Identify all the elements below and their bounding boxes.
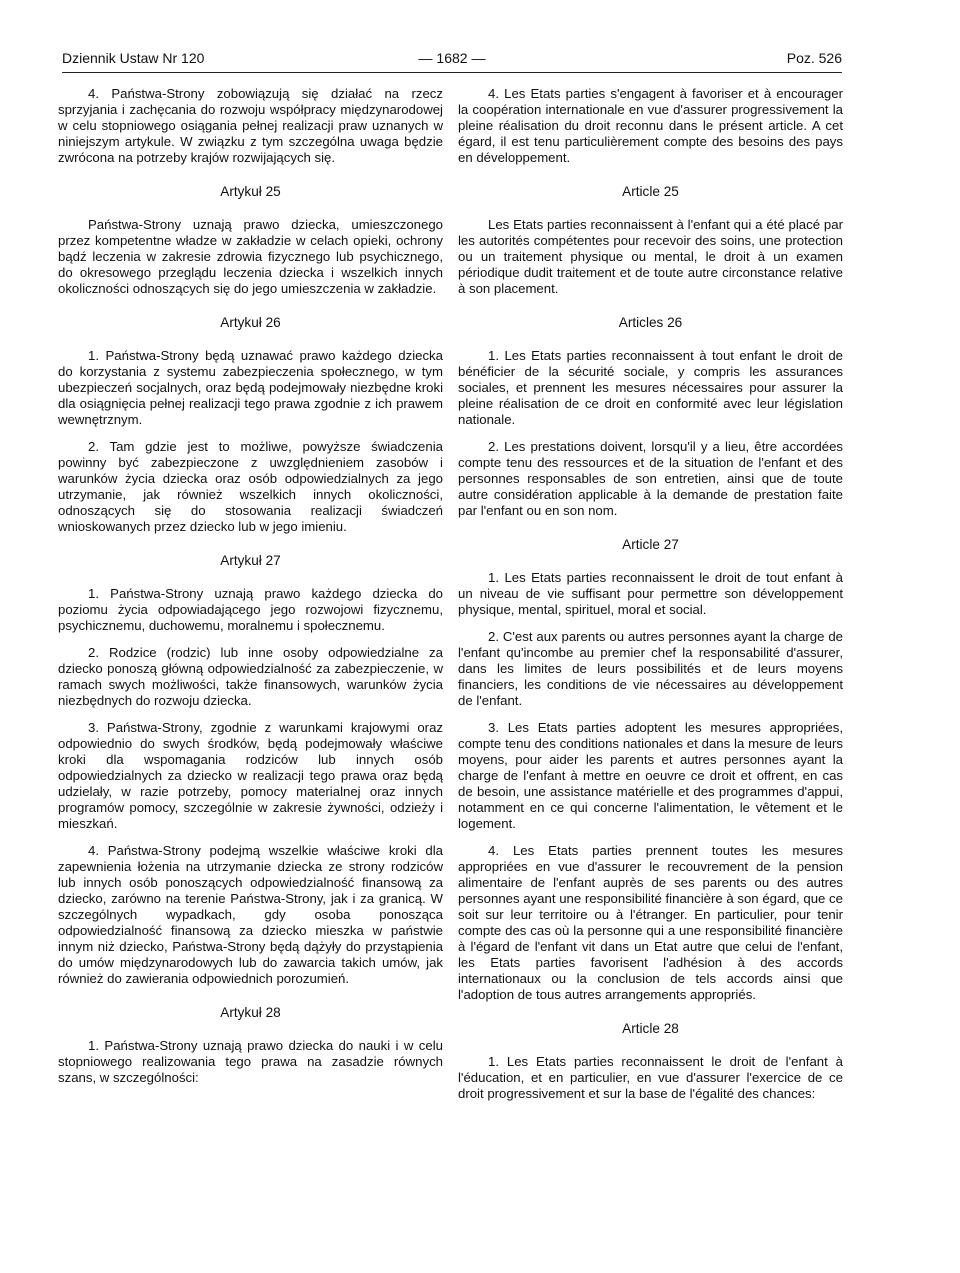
article-heading: Article 25 — [622, 184, 679, 199]
header-rule — [62, 72, 842, 73]
paragraph: 3. Państwa-Strony, zgodnie z warunkami krajowymi oraz odpowiednio do swych środków, będą podejmowały właściwe kroki dla wspomagania rodziców lub innych osób odpowiedzialnych za dziecko w realizacji tego prawa oraz będą udzielały, w razie potrzeby, pomocy materialnej oraz innych programów pomocy, szczególnie w zakresie żywności, odzieży i mieszkań. — [58, 720, 443, 831]
journal-title: Dziennik Ustaw Nr 120 — [62, 50, 205, 66]
paragraph: 1. Państwa-Strony będą uznawać prawo każdego dziecka do korzystania z systemu zabezpieczenia społecznego, w tym ubezpieczeń socjalnych, oraz będą podejmowały niezbędne kroki dla osiągnięcia pełnej realizacji tego prawa zgodnie z ich prawem wewnętrznym. — [58, 348, 443, 427]
paragraph: 1. Państwa-Strony uznają prawo dziecka do nauki i w celu stopniowego realizowania tego prawa na zasadzie równych szans, w szczególności: — [58, 1038, 443, 1085]
position-number: Poz. 526 — [786, 50, 842, 66]
article-heading: Artykuł 25 — [220, 184, 281, 199]
paragraph: 2. Rodzice (rodzic) lub inne osoby odpowiedzialne za dziecko ponoszą główną odpowiedzialność za zabezpieczenie, w ramach swych możliwości, także finansowych, warunków życia niezbędnych do rozwoju dziecka. — [58, 645, 443, 708]
article-heading: Artykuł 26 — [220, 315, 281, 330]
polish-column — [58, 86, 443, 1097]
paragraph: 4. Państwa-Strony podejmą wszelkie właściwe kroki dla zapewnienia łożenia na utrzymanie dziecka ze strony rodziców lub innych osób ponoszących odpowiedzialność finansową za dziecko, zarówno na terenie Państwa-Strony, jak i za granicą. W szczególnych wypadkach, gdy osoba ponosząca odpowiedzialność finansową za dziecko mieszka w państwie innym niż dziecko, Państwa-Strony będą dążyły do przystąpienia do umów międzynarodowych lub do zawarcia takich umów, jak również do zawierania odpowiednich porozumień. — [58, 843, 443, 986]
article-heading: Article 27 — [622, 537, 679, 552]
paragraph: Państwa-Strony uznają prawo dziecka, umieszczonego przez kompetentne władze w zakładzie w celach opieki, ochrony bądź leczenia w zakresie zdrowia fizycznego lub psychicznego, do okresowego przeglądu leczenia dziecka i wszelkich innych okoliczności odnoszących się do jego umieszczenia w zakładzie. — [58, 217, 443, 296]
article-heading: Artykuł 28 — [220, 1005, 281, 1020]
paragraph: 2. Tam gdzie jest to możliwe, powyższe świadczenia powinny być zabezpieczone z uwzględnieniem zasobów i warunków życia dziecka oraz osób odpowiedzialnych za jego utrzymanie, jak również wszelkich innych okoliczności, odnoszących się do stosowania realizacji świadczeń wnioskowanych przez dziecko lub w jego imieniu. — [58, 439, 443, 534]
article-heading: Articles 26 — [618, 315, 683, 330]
paragraph: Les Etats parties reconnaissent à l'enfant qui a été placé par les autorités compétentes pour recevoir des soins, une protection ou un traitement physique ou mental, le droit à un examen périodique dudit traitement et de toute autre circonstance relative à son placement. — [458, 217, 843, 296]
page-number: — 1682 — — [418, 50, 486, 66]
paragraph: 1. Les Etats parties reconnaissent à tout enfant le droit de bénéficier de la sécurité sociale, y compris les assurances sociales, et prennent les mesures nécessaires pour assurer la pleine réalisation de ce droit en conformité avec leur législation nationale. — [458, 348, 843, 427]
french-column — [458, 86, 843, 1113]
paragraph: 4. Les Etats parties s'engagent à favoriser et à encourager la coopération internationale en vue d'assurer progressivement la pleine réalisation du droit reconnu dans le présent article. A cet égard, il est tenu particulièrement compte des besoins des pays en développement. — [458, 86, 843, 165]
paragraph: 3. Les Etats parties adoptent les mesures appropriées, compte tenu des conditions nationales et dans la mesure de leurs moyens, pour aider les parents et autres personnes ayant la charge de l'enfant à mettre en oeuvre ce droit et offrent, en cas de besoin, une assistance matérielle et des programmes d'appui, notamment en ce qui concerne l'alimentation, le vêtement et le logement. — [458, 720, 843, 831]
paragraph: 1. Les Etats parties reconnaissent le droit de l'enfant à l'éducation, et en particulier, en vue d'assurer l'exercice de ce droit progressivement et sur la base de l'égalité des chances: — [458, 1054, 843, 1101]
article-heading: Artykuł 27 — [220, 553, 281, 568]
article-heading: Article 28 — [622, 1021, 679, 1036]
paragraph: 1. Les Etats parties reconnaissent le droit de tout enfant à un niveau de vie suffisant pour permettre son développement physique, mental, spirituel, moral et social. — [458, 570, 843, 617]
paragraph: 1. Państwa-Strony uznają prawo każdego dziecka do poziomu życia odpowiadającego jego rozwojowi fizycznemu, psychicznemu, duchowemu, moralnemu i społecznemu. — [58, 586, 443, 633]
page-header — [62, 50, 842, 70]
paragraph: 2. Les prestations doivent, lorsqu'il y a lieu, être accordées compte tenu des ressources et de la situation de l'enfant et des personnes responsables de son entretien, ainsi que de toute autre considération applicable à la demande de prestation faite par l'enfant ou en son nom. — [458, 439, 843, 518]
paragraph: 2. C'est aux parents ou autres personnes ayant la charge de l'enfant qu'incombe au premier chef la responsabilité d'assurer, dans les limites de leurs possibilités et de leurs moyens financiers, les conditions de vie nécessaires au développement de l'enfant. — [458, 629, 843, 708]
paragraph: 4. Les Etats parties prennent toutes les mesures appropriées en vue d'assurer le recouvrement de la pension alimentaire de l'enfant auprès de ses parents ou des autres personnes ayant une responsibilité financière à son égard, que ce soit sur leur territoire ou à l'étranger. En particulier, pour tenir compte des cas où la personne qui a une responsibilité financière à l'égard de l'enfant vit dans un Etat autre que celui de l'enfant, les Etats parties favorisent l'adhésion à des accords internationaux ou la conclusion de tels accords ainsi que l'adoption de tous autres arrangements appropriés. — [458, 843, 843, 1002]
paragraph: 4. Państwa-Strony zobowiązują się działać na rzecz sprzyjania i zachęcania do rozwoju współpracy międzynarodowej w celu stopniowego osiągania pełnej realizacji praw uznanych w niniejszym artykule. W związku z tym szczególna uwaga będzie zwrócona na potrzeby krajów rozwijających się. — [58, 86, 443, 165]
